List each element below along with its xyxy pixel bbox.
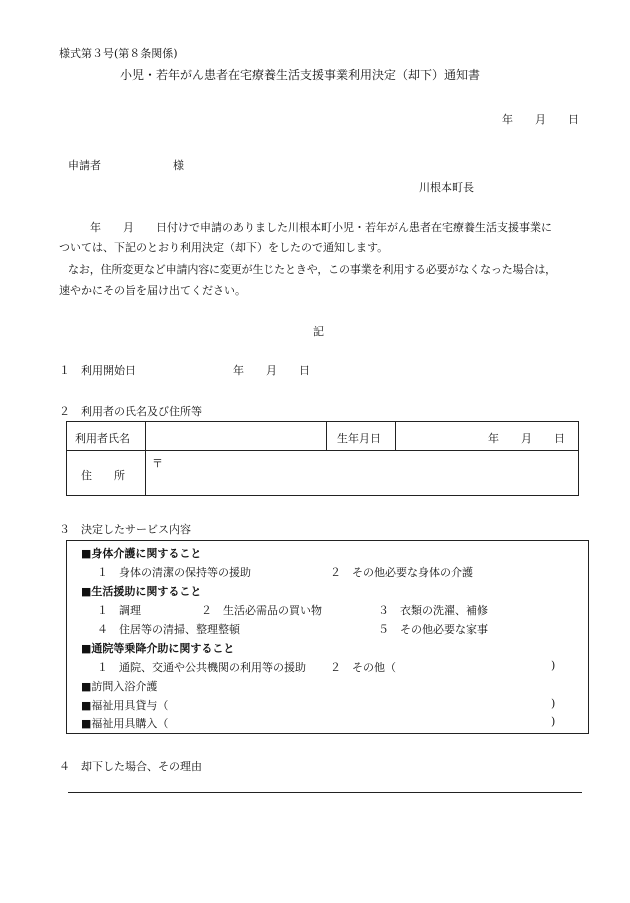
- g1-item-1: １ 身体の清潔の保持等の援助: [97, 566, 251, 579]
- g2-item-1: １ 調理: [97, 604, 141, 617]
- g2-item-4: ４ 住居等の清掃、整理整頓: [97, 623, 240, 636]
- g2-item-3: ３ 衣類の洗濯、補修: [378, 604, 488, 617]
- g6-paren-close: ): [551, 715, 556, 728]
- section2-label: ２ 利用者の氏名及び住所等: [59, 405, 202, 418]
- address-label: 住 所: [81, 469, 125, 482]
- col-divider-3: [395, 422, 396, 450]
- honorific: 様: [173, 159, 184, 172]
- document-title: 小児・若年がん患者在宅療養生活支援事業利用決定（却下）通知書: [120, 68, 481, 82]
- g1-title: ■身体介護に関すること: [81, 547, 202, 560]
- body-line-4: 速やかにその旨を届け出てください。: [59, 284, 246, 297]
- postal-mark: 〒: [152, 457, 163, 470]
- ki-mark: 記: [313, 325, 324, 338]
- g3-paren-close: ): [551, 659, 556, 672]
- reason-line: [68, 792, 582, 793]
- g6-title: ■福祉用具購入（: [81, 717, 169, 730]
- g2-item-2: ２ 生活必需品の買い物: [201, 604, 322, 617]
- g3-item-1: １ 通院、交通や公共機関の利用等の援助: [97, 661, 306, 674]
- issue-date: 年 月 日: [502, 113, 579, 126]
- g3-item-2: ２ その他（: [330, 661, 396, 674]
- row-divider: [67, 450, 578, 451]
- g4-title: ■訪問入浴介護: [81, 680, 158, 693]
- user-info-table: [66, 421, 579, 496]
- birth-label: 生年月日: [337, 432, 381, 445]
- section3-label: ３ 決定したサービス内容: [59, 523, 191, 536]
- body-line-2: ついては、下記のとおり利用決定（却下）をしたので通知します。: [59, 241, 389, 254]
- g5-title: ■福祉用具貸与（: [81, 699, 169, 712]
- issuer: 川根本町長: [419, 181, 474, 194]
- name-label: 利用者氏名: [75, 432, 130, 445]
- section4-label: ４ 却下した場合、その理由: [59, 760, 202, 773]
- birth-date: 年 月 日: [488, 432, 565, 445]
- service-box: [66, 540, 589, 734]
- g1-item-2: ２ その他必要な身体の介護: [330, 566, 473, 579]
- g3-title: ■通院等乗降介助に関すること: [81, 642, 235, 655]
- applicant-label: 申請者: [68, 159, 101, 172]
- g5-paren-close: ): [551, 697, 556, 710]
- col-divider-2: [326, 422, 327, 450]
- body-line-3: なお，住所変更など申請内容に変更が生じたときや，この事業を利用する必要がなくなった場合は，: [68, 263, 557, 276]
- col-divider-1: [145, 422, 146, 495]
- g2-item-5: ５ その他必要な家事: [378, 623, 488, 636]
- section1-label: １ 利用開始日: [59, 364, 136, 377]
- section1-date: 年 月 日: [233, 364, 310, 377]
- g2-title: ■生活援助に関すること: [81, 585, 202, 598]
- body-line-1: 年 月 日付けで申請のありました川根本町小児・若年がん患者在宅療養生活支援事業に: [90, 221, 552, 234]
- form-number: 様式第３号(第８条関係): [59, 47, 178, 60]
